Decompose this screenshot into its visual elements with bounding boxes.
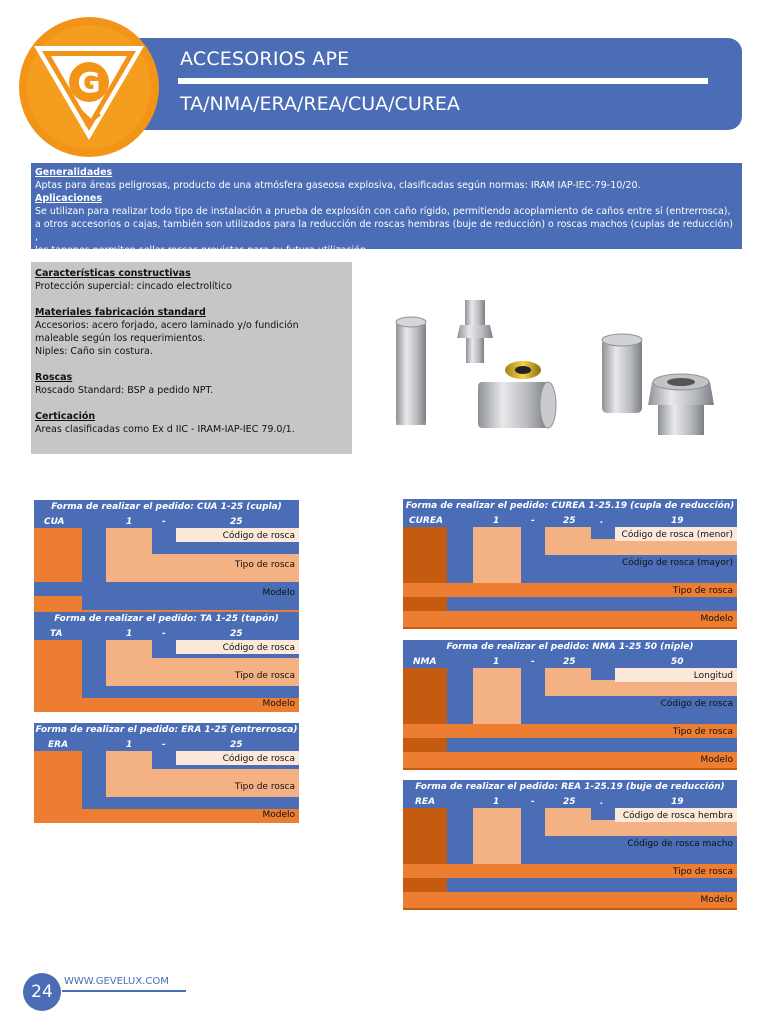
form-separator: - [162,517,166,527]
caracteristicas-box [31,262,352,454]
form-value: 25 [563,797,576,807]
roscas-heading: Roscas [35,372,73,383]
materiales-heading: Materiales fabricación standard [35,307,206,318]
form-label: Código de rosca (menor) [621,530,733,540]
form-label: Código de rosca [222,643,295,653]
form-separator: - [531,797,535,807]
product-photo [380,290,720,450]
form-label: Modelo [700,614,733,624]
aplicaciones-line: Se utilizan para realizar todo tipo de instalación a prueba de explosión con caño rígido, permitiendo acoplamiento de caños entre sí (entrerrosca), [35,206,731,217]
form-separator: . [600,516,604,526]
order-form-cua [34,500,299,624]
page-number: 24 [23,973,61,1011]
form-value: 25 [563,657,576,667]
form-label: Código de rosca (mayor) [621,558,733,568]
form-label: Tipo de rosca [234,671,295,681]
form-separator: - [162,629,166,639]
form-value: 1 [493,797,500,807]
roscas-text: Roscado Standard: BSP a pedido NPT. [35,385,214,396]
order-form-nma [403,640,737,770]
header-divider [178,78,708,84]
order-form-era [34,723,299,823]
form-value: 1 [493,657,500,667]
form-value: 1 [493,516,500,526]
aplicaciones-heading: Aplicaciones [35,193,102,204]
logo-letter: G [77,66,101,99]
form-label: Tipo de rosca [672,586,733,596]
form-label: Modelo [262,699,295,709]
form-code: TA [50,629,63,639]
form-value: 50 [671,657,684,667]
form-value: 25 [230,517,243,527]
form-value: 1 [126,517,133,527]
generalidades-box [31,163,742,256]
form-label: Tipo de rosca [672,867,733,877]
form-label: Modelo [700,895,733,905]
page-subtitle: TA/NMA/ERA/REA/CUA/CUREA [180,93,460,115]
form-title: Forma de realizar el pedido: REA 1-25.19 (buje de reducción) [415,782,725,792]
form-label: Tipo de rosca [234,782,295,792]
form-code: NMA [413,657,437,667]
generalidades-text: Aptas para áreas peligrosas, producto de una atmósfera gaseosa explosiva, clasificadas según normas: IRAM IAP-IEC-79-10/20. [35,180,641,191]
form-separator: - [531,516,535,526]
form-label: Tipo de rosca [234,560,295,570]
caracteristicas-text: Protección supercial: cincado electrolítico [35,281,232,292]
form-code: CUA [44,517,65,527]
form-label: Modelo [700,755,733,765]
form-title: Forma de realizar el pedido: CUREA 1-25.19 (cupla de reducción) [405,501,735,511]
form-label: Código de rosca [222,754,295,764]
form-value: 1 [126,629,133,639]
materiales-text: Accesorios: acero forjado, acero laminado y/o fundición [35,320,299,331]
form-label: Tipo de rosca [672,727,733,737]
form-title: Forma de realizar el pedido: ERA 1-25 (entrerrosca) [35,725,298,735]
form-value: 25 [563,516,576,526]
form-label: Código de rosca [222,531,295,541]
order-form-curea [403,499,737,629]
order-form-ta [34,612,299,712]
form-value: 19 [671,516,684,526]
form-separator: - [162,740,166,750]
order-form-rea [403,780,737,910]
form-label: Código de rosca hembra [622,811,733,821]
form-code: REA [415,797,436,807]
form-title: Forma de realizar el pedido: TA 1-25 (tapón) [54,614,279,624]
page-title: ACCESORIOS APE [180,48,350,70]
form-label: Modelo [262,810,295,820]
form-label: Código de rosca macho [627,839,733,849]
aplicaciones-line: a otros accesorios o cajas, también son utilizados para la reducción de roscas hembras (buje de reducción) o roscas machos (cuplas de reducción) , [35,219,733,243]
form-title: Forma de realizar el pedido: NMA 1-25 50 (niple) [446,642,694,652]
aplicaciones-line: los tapones permiten sellar roscas previstas para su futura utilización. [35,245,369,256]
certificacion-heading: Certicación [35,411,96,422]
form-value: 1 [126,740,133,750]
generalidades-heading: Generalidades [35,167,113,178]
form-title: Forma de realizar el pedido: CUA 1-25 (cupla) [51,502,282,512]
form-label: Modelo [262,588,295,598]
form-label: Código de rosca [660,699,733,709]
materiales-text: Niples: Caño sin costura. [35,346,153,357]
footer-underline [62,990,186,992]
form-value: 25 [230,629,243,639]
form-value: 19 [671,797,684,807]
form-code: ERA [48,740,69,750]
certificacion-text: Areas clasificadas como Ex d IIC - IRAM-IAP-IEC 79.0/1. [35,424,295,435]
form-separator: . [600,797,604,807]
form-value: 25 [230,740,243,750]
website-link[interactable]: WWW.GEVELUX.COM [64,976,169,987]
materiales-text: maleable según los requerimientos. [35,333,206,344]
gevelux-logo [18,16,160,158]
form-separator: - [531,657,535,667]
form-code: CUREA [409,516,443,526]
form-label: Longitud [693,671,733,681]
caracteristicas-heading: Características constructivas [35,268,191,279]
